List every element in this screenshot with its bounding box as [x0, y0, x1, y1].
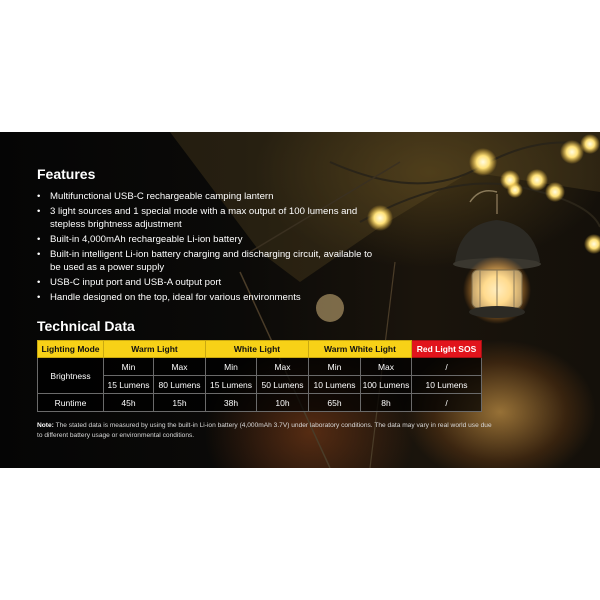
table-cell: 100 Lumens	[361, 376, 412, 394]
table-cell: Max	[154, 358, 206, 376]
feature-item: • 3 light sources and 1 special mode with a max output of 100 lumens and stepless brightness adjustment	[37, 205, 377, 232]
table-cell: 15 Lumens	[104, 376, 154, 394]
header-warm-light: Warm Light	[104, 341, 206, 358]
table-cell: /	[412, 394, 482, 412]
table-row	[38, 376, 482, 394]
table-cell: 8h	[361, 394, 412, 412]
note-label: Note:	[37, 422, 54, 429]
feature-item: • Multifunctional USB-C rechargeable camping lantern	[37, 190, 377, 203]
technical-data-heading: Technical Data	[37, 318, 135, 334]
table-row	[38, 358, 482, 376]
note-text: The stated data is measured by using the built-in Li-ion battery (4,000mAh 3.7V) under laboratory conditions. The data may vary in real world use due to different battery usage or environmental conditions.	[37, 422, 492, 439]
header-warm-white-light: Warm White Light	[309, 341, 412, 358]
table-cell: Max	[257, 358, 309, 376]
feature-item: • Built-in intelligent Li-ion battery charging and discharging circuit, available to be used as a power supply	[37, 248, 377, 275]
header-white-light: White Light	[206, 341, 309, 358]
table-cell: Min	[206, 358, 257, 376]
table-cell: 10 Lumens	[309, 376, 361, 394]
feature-item: • Built-in 4,000mAh rechargeable Li-ion battery	[37, 233, 377, 246]
footnote	[37, 421, 497, 440]
product-banner	[0, 132, 600, 468]
table-cell: Min	[309, 358, 361, 376]
table-cell: 45h	[104, 394, 154, 412]
header-red-light-sos: Red Light SOS	[412, 341, 482, 358]
table-cell: Max	[361, 358, 412, 376]
table-cell: 38h	[206, 394, 257, 412]
table-cell: /	[412, 358, 482, 376]
table-cell: 15h	[154, 394, 206, 412]
feature-item: • Handle designed on the top, ideal for various environments	[37, 291, 377, 304]
runtime-label: Runtime	[38, 394, 104, 412]
features-list	[37, 190, 377, 305]
table-cell: 10h	[257, 394, 309, 412]
features-heading: Features	[37, 166, 96, 182]
lantern-icon	[453, 191, 541, 324]
table-cell: 10 Lumens	[412, 376, 482, 394]
table-cell: Min	[104, 358, 154, 376]
brightness-label: Brightness	[38, 358, 104, 394]
technical-data-table	[37, 340, 482, 412]
table-cell: 50 Lumens	[257, 376, 309, 394]
table-cell: 65h	[309, 394, 361, 412]
header-lighting-mode: Lighting Mode	[38, 341, 104, 358]
table-header-row	[38, 341, 482, 358]
table-cell: 80 Lumens	[154, 376, 206, 394]
table-row	[38, 394, 482, 412]
feature-item: • USB-C input port and USB-A output port	[37, 276, 377, 289]
table-cell: 15 Lumens	[206, 376, 257, 394]
